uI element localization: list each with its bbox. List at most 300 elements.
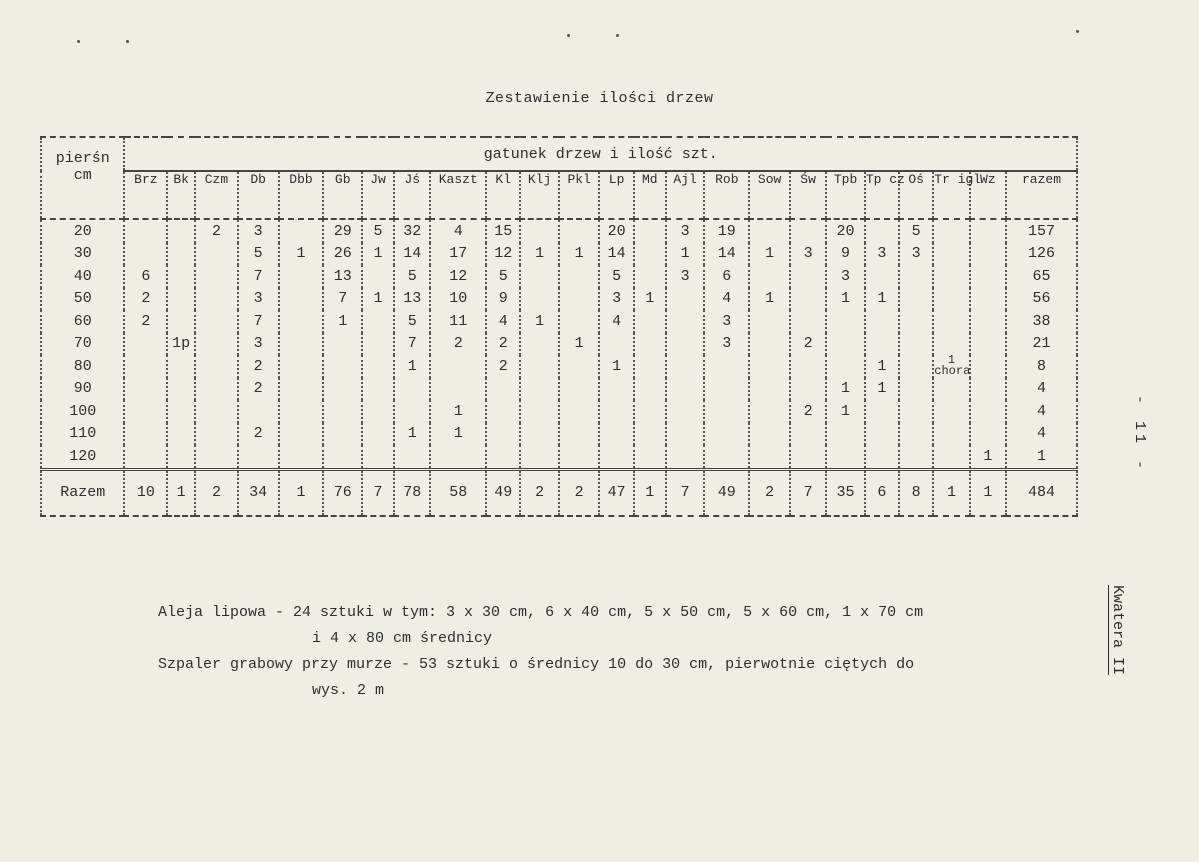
count-cell: 1 (394, 355, 430, 378)
count-cell (749, 378, 790, 401)
count-cell (520, 445, 559, 469)
count-cell (195, 243, 238, 266)
count-cell (559, 288, 600, 311)
count-cell: 4 (599, 310, 633, 333)
species-header: Kaszt (430, 171, 486, 219)
count-cell (749, 445, 790, 469)
count-cell: 9 (486, 288, 520, 311)
species-total-cell: 1 (933, 469, 969, 516)
species-total-cell: 7 (790, 469, 826, 516)
diameter-cell: 80 (41, 355, 124, 378)
count-cell: 3 (704, 310, 749, 333)
count-cell (826, 423, 865, 446)
table-row (41, 333, 1077, 356)
count-cell (323, 355, 362, 378)
count-cell (933, 378, 969, 401)
count-cell (279, 423, 324, 446)
species-header: Lp (599, 171, 633, 219)
count-cell (195, 378, 238, 401)
count-cell (599, 378, 633, 401)
diameter-header (41, 137, 124, 219)
count-cell: 5 (238, 243, 279, 266)
count-cell (362, 310, 394, 333)
count-cell (362, 333, 394, 356)
count-cell: 2 (238, 378, 279, 401)
count-cell: 3 (826, 265, 865, 288)
count-cell (970, 378, 1006, 401)
count-cell (559, 445, 600, 469)
diameter-cell: 50 (41, 288, 124, 311)
count-cell (749, 423, 790, 446)
count-cell (634, 400, 666, 423)
diameter-cell: 100 (41, 400, 124, 423)
species-total-cell: 1 (634, 469, 666, 516)
count-cell (749, 355, 790, 378)
count-cell (933, 445, 969, 469)
species-total-cell: 10 (124, 469, 167, 516)
count-cell: 1 (599, 355, 633, 378)
table-row (41, 288, 1077, 311)
count-cell (933, 400, 969, 423)
count-cell (520, 400, 559, 423)
side-label: Kwatera II (1109, 585, 1126, 676)
species-total-cell: 2 (520, 469, 559, 516)
count-cell (195, 400, 238, 423)
count-cell (520, 219, 559, 243)
count-cell: 7 (238, 310, 279, 333)
species-total-cell: 8 (899, 469, 933, 516)
totals-label: Razem (41, 469, 124, 516)
count-cell (933, 310, 969, 333)
count-cell (899, 333, 933, 356)
count-cell: 13 (394, 288, 430, 311)
row-total-cell: 56 (1006, 288, 1077, 311)
count-cell (520, 288, 559, 311)
count-cell: 5 (486, 265, 520, 288)
count-cell (970, 310, 1006, 333)
count-cell: 7 (394, 333, 430, 356)
document-title: Zestawienie ilości drzew (485, 90, 714, 107)
count-cell (790, 355, 826, 378)
count-cell: 1 (362, 288, 394, 311)
species-header: Kl (486, 171, 520, 219)
count-cell: 3 (865, 243, 899, 266)
species-header: Dbb (279, 171, 324, 219)
count-cell (865, 219, 899, 243)
count-cell: 26 (323, 243, 362, 266)
tree-count-table (40, 136, 1078, 517)
count-cell: 9 (826, 243, 865, 266)
count-cell (749, 310, 790, 333)
row-total-cell: 8 (1006, 355, 1077, 378)
count-cell: 1 chora (934, 353, 971, 379)
species-header: Gb (323, 171, 362, 219)
species-header: Klj (520, 171, 559, 219)
count-cell (279, 445, 324, 469)
count-cell (634, 243, 666, 266)
count-cell (195, 265, 238, 288)
species-total-cell: 34 (238, 469, 279, 516)
count-cell: 4 (704, 288, 749, 311)
count-cell (790, 310, 826, 333)
count-cell: 13 (323, 265, 362, 288)
count-cell: 7 (323, 288, 362, 311)
count-cell (790, 265, 826, 288)
count-cell (749, 265, 790, 288)
count-cell: 1 (826, 378, 865, 401)
count-cell (486, 423, 520, 446)
count-cell (167, 243, 195, 266)
count-cell: 2 (238, 355, 279, 378)
count-cell (704, 445, 749, 469)
count-cell: 1 (559, 243, 600, 266)
paper-speck (1076, 30, 1079, 33)
count-cell (634, 265, 666, 288)
count-cell: 20 (826, 219, 865, 243)
count-cell: 1 (666, 243, 705, 266)
species-header: Ajl (666, 171, 705, 219)
note-line: wys. 2 m (312, 682, 385, 699)
species-header: Jś (394, 171, 430, 219)
table-row (41, 423, 1077, 446)
count-cell (899, 355, 933, 378)
count-cell: 14 (599, 243, 633, 266)
count-cell (599, 333, 633, 356)
count-cell: 1 (520, 310, 559, 333)
row-total-cell: 21 (1006, 333, 1077, 356)
count-cell (195, 445, 238, 469)
count-cell (970, 400, 1006, 423)
count-cell (634, 423, 666, 446)
count-cell: 1 (970, 445, 1006, 469)
table-row (41, 445, 1077, 469)
count-cell (559, 423, 600, 446)
count-cell: 1 (865, 378, 899, 401)
count-cell: 11 (430, 310, 486, 333)
note-line: Szpaler grabowy przy murze - 53 sztuki o średnicy 10 do 30 cm, pierwotnie ciętych do (158, 656, 915, 673)
count-cell (394, 378, 430, 401)
count-cell (124, 378, 167, 401)
count-cell (167, 445, 195, 469)
count-cell (826, 333, 865, 356)
species-total-cell: 78 (394, 469, 430, 516)
count-cell (362, 355, 394, 378)
total-header: razem (1006, 171, 1077, 219)
count-cell (124, 219, 167, 243)
count-cell (279, 219, 324, 243)
count-cell: 2 (124, 310, 167, 333)
count-cell (970, 333, 1006, 356)
count-cell: 29 (323, 219, 362, 243)
species-total-cell: 1 (279, 469, 324, 516)
count-cell (933, 333, 969, 356)
species-header: Md (634, 171, 666, 219)
count-cell (195, 288, 238, 311)
paper-speck (77, 40, 80, 43)
table-row (41, 265, 1077, 288)
count-cell (486, 400, 520, 423)
count-cell (666, 288, 705, 311)
count-cell (599, 423, 633, 446)
diameter-cell: 20 (41, 219, 124, 243)
totals-row (41, 469, 1077, 516)
paper-speck (567, 34, 570, 37)
species-header: Tpb (826, 171, 865, 219)
count-cell (195, 333, 238, 356)
count-cell (933, 423, 969, 446)
row-total-cell: 38 (1006, 310, 1077, 333)
count-cell (634, 310, 666, 333)
count-cell (323, 445, 362, 469)
count-cell (124, 445, 167, 469)
count-cell (790, 378, 826, 401)
count-cell (238, 400, 279, 423)
count-cell (704, 423, 749, 446)
count-cell (634, 355, 666, 378)
count-cell (865, 265, 899, 288)
count-cell: 2 (486, 333, 520, 356)
table-row (41, 378, 1077, 401)
count-cell (970, 355, 1006, 378)
count-cell (279, 265, 324, 288)
species-header: Tr igl (933, 171, 969, 219)
species-header: Wz (970, 171, 1006, 219)
count-cell (279, 333, 324, 356)
count-cell (970, 288, 1006, 311)
count-cell (362, 265, 394, 288)
table-row (41, 310, 1077, 333)
count-cell (323, 378, 362, 401)
count-cell: 6 (124, 265, 167, 288)
count-cell (865, 423, 899, 446)
count-cell (666, 333, 705, 356)
count-cell (666, 423, 705, 446)
row-total-cell: 4 (1006, 400, 1077, 423)
species-total-cell: 47 (599, 469, 633, 516)
species-group-header: gatunek drzew i ilość szt. (124, 137, 1077, 171)
diameter-header-label: pierśn (55, 150, 110, 167)
note-line: Aleja lipowa - 24 sztuki w tym: 3 x 30 cm, 6 x 40 cm, 5 x 50 cm, 5 x 60 cm, 1 x 70 cm (158, 604, 924, 621)
count-cell (634, 445, 666, 469)
count-cell (634, 333, 666, 356)
count-cell (167, 219, 195, 243)
count-cell (279, 310, 324, 333)
count-cell: 2 (790, 400, 826, 423)
species-header: Oś (899, 171, 933, 219)
count-cell (362, 400, 394, 423)
count-cell: 3 (238, 219, 279, 243)
count-cell (865, 445, 899, 469)
row-total-cell: 4 (1006, 378, 1077, 401)
count-cell: 1 (634, 288, 666, 311)
species-header-row (41, 171, 1077, 219)
count-cell: 3 (790, 243, 826, 266)
count-cell: 5 (394, 310, 430, 333)
header-group-row (41, 137, 1077, 171)
count-cell (195, 310, 238, 333)
count-cell: 20 (599, 219, 633, 243)
count-cell: 15 (486, 219, 520, 243)
count-cell (167, 423, 195, 446)
species-header: Bk (167, 171, 195, 219)
diameter-cell: 110 (41, 423, 124, 446)
count-cell (323, 400, 362, 423)
count-cell (238, 445, 279, 469)
diameter-header-unit: cm (73, 167, 92, 184)
count-cell (167, 288, 195, 311)
species-header: Jw (362, 171, 394, 219)
count-cell (195, 423, 238, 446)
diameter-cell: 60 (41, 310, 124, 333)
species-total-cell: 1 (970, 469, 1006, 516)
count-cell (486, 445, 520, 469)
count-cell (279, 378, 324, 401)
count-cell (520, 423, 559, 446)
count-cell (666, 445, 705, 469)
count-cell (394, 400, 430, 423)
count-cell: 17 (430, 243, 486, 266)
species-header: Pkl (559, 171, 600, 219)
table-row (41, 355, 1077, 378)
count-cell (790, 423, 826, 446)
count-cell (865, 400, 899, 423)
count-cell (559, 378, 600, 401)
count-cell: 4 (486, 310, 520, 333)
count-cell (167, 378, 195, 401)
count-cell: 32 (394, 219, 430, 243)
species-header: Sow (749, 171, 790, 219)
species-total-cell: 2 (749, 469, 790, 516)
count-cell: 1 (279, 243, 324, 266)
row-total-cell: 1 (1006, 445, 1077, 469)
count-cell (790, 445, 826, 469)
count-cell (826, 310, 865, 333)
count-cell: 1 (362, 243, 394, 266)
count-cell (559, 400, 600, 423)
count-cell: 12 (430, 265, 486, 288)
table-row (41, 243, 1077, 266)
count-cell: 19 (704, 219, 749, 243)
count-cell (899, 445, 933, 469)
count-cell: 3 (704, 333, 749, 356)
count-cell (394, 445, 430, 469)
species-header: Św (790, 171, 826, 219)
count-cell: 1 (865, 355, 899, 378)
grand-total-cell: 484 (1006, 469, 1077, 516)
count-cell (970, 243, 1006, 266)
count-cell: 3 (599, 288, 633, 311)
species-total-cell: 35 (826, 469, 865, 516)
count-cell (323, 333, 362, 356)
count-cell (599, 400, 633, 423)
species-total-cell: 58 (430, 469, 486, 516)
paper-speck (126, 40, 129, 43)
count-cell (520, 355, 559, 378)
count-cell (279, 288, 324, 311)
count-cell (279, 355, 324, 378)
count-cell (634, 378, 666, 401)
species-total-cell: 6 (865, 469, 899, 516)
count-cell: 1p (167, 333, 195, 356)
species-total-cell: 49 (704, 469, 749, 516)
count-cell (749, 333, 790, 356)
count-cell: 1 (559, 333, 600, 356)
count-cell: 1 (749, 243, 790, 266)
count-cell (899, 288, 933, 311)
count-cell (430, 378, 486, 401)
count-cell: 4 (430, 219, 486, 243)
count-cell (167, 355, 195, 378)
diameter-cell: 40 (41, 265, 124, 288)
diameter-cell: 30 (41, 243, 124, 266)
count-cell (749, 219, 790, 243)
count-cell (430, 355, 486, 378)
row-total-cell: 126 (1006, 243, 1077, 266)
count-cell (970, 423, 1006, 446)
count-cell (826, 355, 865, 378)
count-cell (933, 219, 969, 243)
count-cell (704, 378, 749, 401)
count-cell (899, 378, 933, 401)
count-cell: 3 (238, 288, 279, 311)
count-cell: 3 (238, 333, 279, 356)
count-cell: 5 (899, 219, 933, 243)
paper-speck (616, 34, 619, 37)
row-total-cell: 65 (1006, 265, 1077, 288)
species-total-cell: 2 (559, 469, 600, 516)
count-cell: 14 (704, 243, 749, 266)
diameter-cell: 70 (41, 333, 124, 356)
note-line: i 4 x 80 cm średnicy (312, 630, 493, 647)
count-cell: 1 (865, 288, 899, 311)
count-cell: 10 (430, 288, 486, 311)
count-cell (167, 400, 195, 423)
count-cell: 1 (430, 400, 486, 423)
species-header: Rob (704, 171, 749, 219)
count-cell: 5 (394, 265, 430, 288)
count-cell: 1 (826, 400, 865, 423)
count-cell (599, 445, 633, 469)
diameter-cell: 120 (41, 445, 124, 469)
species-total-cell: 1 (167, 469, 195, 516)
count-cell (899, 265, 933, 288)
table-row (41, 400, 1077, 423)
species-total-cell: 76 (323, 469, 362, 516)
count-cell (666, 378, 705, 401)
count-cell (970, 219, 1006, 243)
species-header: Czm (195, 171, 238, 219)
count-cell (970, 265, 1006, 288)
count-cell: 1 (323, 310, 362, 333)
count-cell (124, 400, 167, 423)
count-cell (430, 445, 486, 469)
count-cell: 14 (394, 243, 430, 266)
count-cell (933, 243, 969, 266)
count-cell (323, 423, 362, 446)
count-cell (826, 445, 865, 469)
count-cell (704, 355, 749, 378)
count-cell (124, 333, 167, 356)
page-number: - 11 - (1131, 395, 1148, 474)
count-cell: 3 (899, 243, 933, 266)
count-cell (559, 219, 600, 243)
row-total-cell: 157 (1006, 219, 1077, 243)
tree-count-table-wrap (40, 136, 1078, 517)
count-cell (790, 219, 826, 243)
count-cell (559, 310, 600, 333)
species-total-cell: 49 (486, 469, 520, 516)
count-cell: 2 (124, 288, 167, 311)
